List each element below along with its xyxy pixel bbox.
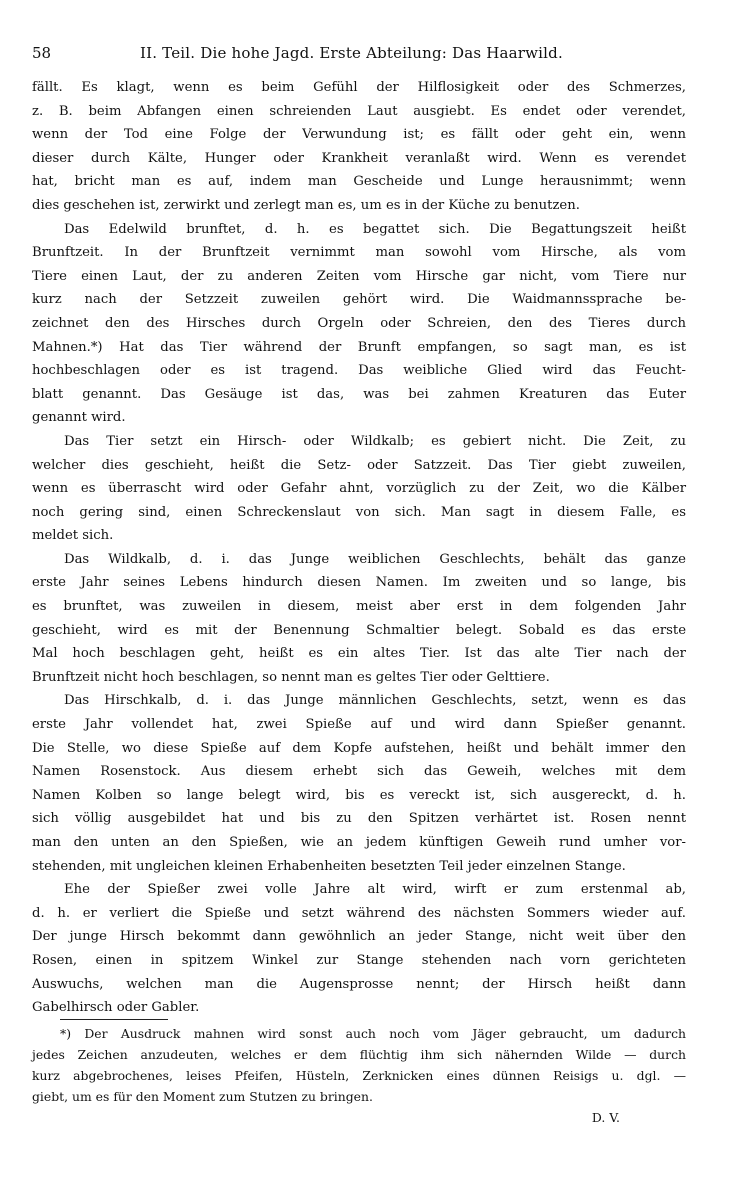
text-line: d. h. er verliert die Spieße und setzt während des nächsten Sommers wieder auf. — [32, 905, 686, 921]
text-line: Auswuchs, welchen man die Augensprosse nennt; der Hirsch heißt dann — [32, 976, 686, 992]
text-line: Der junge Hirsch bekommt dann gewöhnlich an jeder Stange, nicht weit über den — [32, 929, 686, 945]
text-line: Gabelhirsch oder Gabler. — [32, 1000, 200, 1016]
text-line: dieser durch Kälte, Hunger oder Krankheit veranlaßt wird. Wenn es verendet — [32, 150, 686, 166]
footnote-line: jedes Zeichen anzudeuten, welches er dem flüchtig ihm sich nähernden Wilde — durch — [32, 1047, 686, 1062]
text-line: sich völlig ausgebildet hat und bis zu den Spitzen verhärtet ist. Rosen nennt — [32, 811, 686, 827]
text-line: stehenden, mit ungleichen kleinen Erhabenheiten besetzten Teil jeder einzelnen Stange. — [32, 858, 626, 874]
text-line: Namen Kolben so lange belegt wird, bis es vereckt ist, sich ausgereckt, d. h. — [32, 787, 686, 803]
text-line: Brunftzeit nicht hoch beschlagen, so nennt man es geltes Tier oder Gelttiere. — [32, 669, 550, 685]
footnote-signature: D. V. — [591, 1110, 620, 1125]
text-line: blatt genannt. Das Gesäuge ist das, was bei zahmen Kreaturen das Euter — [32, 386, 686, 402]
running-head: II. Teil. Die hohe Jagd. Erste Abteilung: Das Haarwild. — [140, 44, 563, 62]
text-line: genannt wird. — [32, 410, 126, 426]
text-line: Die Stelle, wo diese Spieße auf dem Kopfe aufstehen, heißt und behält immer den — [32, 740, 686, 756]
text-line-content: Das Wildkalb, d. i. das Junge weiblichen Geschlechts, behält das ganze — [64, 551, 686, 567]
text-line-content: Das Hirschkalb, d. i. das Junge männlichen Geschlechts, setzt, wenn es das — [64, 693, 686, 709]
page-number: 58 — [32, 44, 52, 62]
body-text — [32, 76, 686, 1020]
text-line — [32, 689, 686, 713]
text-line: welcher dies geschieht, heißt die Setz- oder Satzzeit. Das Tier giebt zuweilen, — [32, 457, 686, 473]
text-line: Mal hoch beschlagen geht, heißt es ein altes Tier. Ist das alte Tier nach der — [32, 646, 686, 662]
text-line: wenn der Tod eine Folge der Verwundung ist; es fällt oder geht ein, wenn — [32, 127, 686, 143]
text-line: hochbeschlagen oder es ist tragend. Das weibliche Glied wird das Feucht- — [32, 363, 686, 379]
text-line: es brunftet, was zuweilen in diesem, meist aber erst in dem folgenden Jahr — [32, 599, 686, 615]
text-line: kurz nach der Setzzeit zuweilen gehört wird. Die Waidmannssprache be- — [32, 292, 686, 308]
text-line-content: Ehe der Spießer zwei volle Jahre alt wird, wirft er zum erstenmal ab, — [64, 882, 686, 898]
text-line-content: Das Tier setzt ein Hirsch- oder Wildkalb; es gebiert nicht. Die Zeit, zu — [64, 433, 686, 449]
text-line: noch gering sind, einen Schreckenslaut von sich. Man sagt in diesem Falle, es — [32, 504, 686, 520]
footnote-line: kurz abgebrochenes, leises Pfeifen, Hüsteln, Zerknicken eines dünnen Reisigs u. dgl. — — [32, 1068, 686, 1083]
text-line: hat, bricht man es auf, indem man Gescheide und Lunge herausnimmt; wenn — [32, 174, 686, 190]
text-line: meldet sich. — [32, 528, 114, 544]
text-line: dies geschehen ist, zerwirkt und zerlegt man es, um es in der Küche zu benutzen. — [32, 197, 580, 213]
footnote-line: giebt, um es für den Moment zum Stutzen zu bringen. — [32, 1089, 373, 1104]
footnote — [32, 1023, 686, 1125]
text-line: erste Jahr seines Lebens hindurch diesen Namen. Im zweiten und so lange, bis — [32, 575, 686, 591]
text-line — [32, 878, 686, 902]
footnote-line-content: *) Der Ausdruck mahnen wird sonst auch noch vom Jäger gebraucht, um dadurch — [60, 1026, 686, 1041]
page-header — [32, 40, 702, 66]
text-line: Brunftzeit. In der Brunftzeit vernimmt man sowohl vom Hirsche, als vom — [32, 245, 686, 261]
text-line — [32, 548, 686, 572]
text-line: Mahnen.*) Hat das Tier während der Brunft empfangen, so sagt man, es ist — [32, 339, 686, 355]
text-line — [32, 430, 686, 454]
footnote-line — [32, 1023, 686, 1044]
text-line: Namen Rosenstock. Aus diesem erhebt sich das Geweih, welches mit dem — [32, 764, 686, 780]
text-line: geschieht, wird es mit der Benennung Schmaltier belegt. Sobald es das erste — [32, 622, 686, 638]
text-line-content: Das Edelwild brunftet, d. h. es begattet sich. Die Begattungszeit heißt — [64, 221, 686, 237]
text-line: Rosen, einen in spitzem Winkel zur Stange stehenden nach vorn gerichteten — [32, 952, 686, 968]
text-line: z. B. beim Abfangen einen schreienden Laut ausgiebt. Es endet oder verendet, — [32, 103, 686, 119]
text-line: zeichnet den des Hirsches durch Orgeln oder Schreien, den des Tieres durch — [32, 315, 686, 331]
footnote-rule — [60, 1019, 168, 1020]
text-line: erste Jahr vollendet hat, zwei Spieße auf und wird dann Spießer genannt. — [32, 717, 686, 733]
text-line: wenn es überrascht wird oder Gefahr ahnt, vorzüglich zu der Zeit, wo die Kälber — [32, 481, 686, 497]
text-line: fällt. Es klagt, wenn es beim Gefühl der Hilflosigkeit oder des Schmerzes, — [32, 80, 686, 95]
text-line — [32, 218, 686, 242]
text-line: Tiere einen Laut, der zu anderen Zeiten vom Hirsche gar nicht, vom Tiere nur — [32, 268, 686, 284]
text-line: man den unten an den Spießen, wie an jedem künftigen Geweih rund umher vor- — [32, 835, 686, 850]
